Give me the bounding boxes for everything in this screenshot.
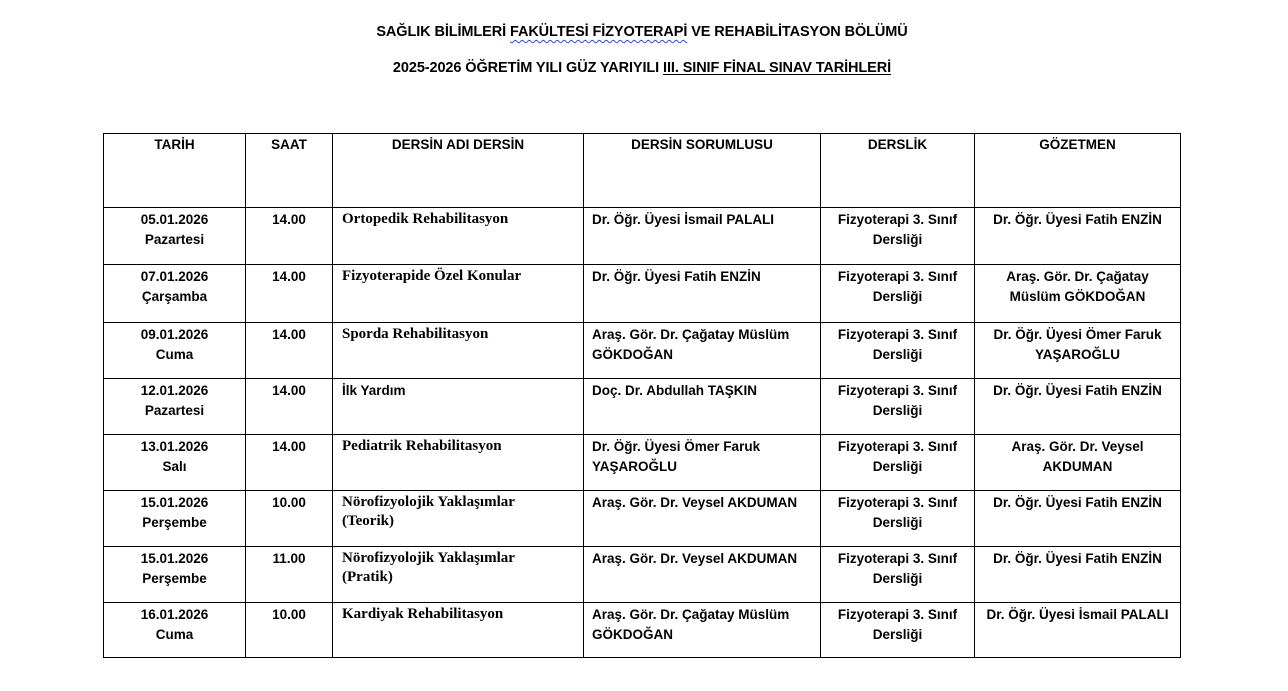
title-line1-part-c: VE REHABİLİTASYON BÖLÜMÜ (687, 24, 908, 40)
room-name-line: Fizyoterapi 3. Sınıf (837, 269, 958, 284)
room-name-line: Dersliği (872, 515, 923, 530)
course-cell (333, 435, 584, 491)
time-cell (246, 491, 333, 547)
proctor-cell (975, 491, 1181, 547)
proctor-cell (975, 603, 1181, 658)
course-name-line: Kardiyak Rehabilitasyon (342, 606, 504, 622)
proctor-cell (975, 547, 1181, 603)
room-name-line: Dersliği (872, 289, 923, 304)
exam-schedule-title (0, 60, 1284, 76)
date-cell (104, 491, 246, 547)
exam-day: Cuma (155, 347, 194, 362)
table-row (104, 323, 1181, 379)
lecturer-name-line: Araş. Gör. Dr. Veysel AKDUMAN (592, 551, 798, 566)
time-cell (246, 379, 333, 435)
lecturer-name-line: Dr. Öğr. Üyesi Ömer Faruk (592, 439, 761, 454)
room-name-line: Fizyoterapi 3. Sınıf (837, 439, 958, 454)
proctor-name-line: Dr. Öğr. Üyesi İsmail PALALI (986, 607, 1169, 622)
proctor-name-line: Dr. Öğr. Üyesi Fatih ENZİN (993, 212, 1162, 227)
course-name-line: Sporda Rehabilitasyon (342, 326, 489, 342)
proctor-name-line: Dr. Öğr. Üyesi Ömer Faruk (993, 327, 1162, 342)
exam-date: 15.01.2026 (140, 551, 209, 566)
title-line2-part-a: 2025-2026 ÖĞRETİM YILI GÜZ YARIYILI (392, 60, 664, 76)
room-name-line: Fizyoterapi 3. Sınıf (837, 383, 958, 398)
date-cell (104, 323, 246, 379)
column-header-lecturer: DERSİN SORUMLUSU (584, 134, 821, 208)
course-name-line: Ortopedik Rehabilitasyon (342, 211, 509, 227)
time-cell (246, 208, 333, 265)
lecturer-name-line: GÖKDOĞAN (592, 627, 673, 642)
table-header-row (104, 134, 1181, 208)
proctor-cell (975, 208, 1181, 265)
exam-day: Perşembe (142, 571, 207, 586)
lecturer-name-line: Araş. Gör. Dr. Çağatay Müslüm (592, 327, 790, 342)
room-name-line: Dersliği (872, 571, 923, 586)
lecturer-cell (584, 323, 821, 379)
time-cell (246, 265, 333, 323)
time-cell (246, 547, 333, 603)
exam-day: Pazartesi (144, 403, 205, 418)
date-cell (104, 265, 246, 323)
lecturer-name-line: Araş. Gör. Dr. Veysel AKDUMAN (592, 495, 798, 510)
exam-day: Pazartesi (144, 232, 205, 247)
lecturer-name-line: Dr. Öğr. Üyesi Fatih ENZİN (592, 269, 761, 284)
room-name-line: Fizyoterapi 3. Sınıf (837, 607, 958, 622)
time-cell (246, 603, 333, 658)
lecturer-name-line: Dr. Öğr. Üyesi İsmail PALALI (592, 212, 775, 227)
lecturer-name-line: Doç. Dr. Abdullah TAŞKIN (592, 383, 758, 398)
room-name-line: Dersliği (872, 627, 923, 642)
room-name-line: Fizyoterapi 3. Sınıf (837, 495, 958, 510)
title-line2-part-b: III. SINIF FİNAL SINAV TARİHLERİ (663, 60, 892, 76)
exam-time: 10.00 (272, 495, 306, 510)
room-cell (821, 323, 975, 379)
course-name-line: Nörofizyolojik Yaklaşımlar (342, 494, 515, 510)
course-name-line: İlk Yardım (342, 383, 406, 398)
course-name-line: Pediatrik Rehabilitasyon (342, 438, 502, 454)
table-row (104, 547, 1181, 603)
room-name-line: Fizyoterapi 3. Sınıf (837, 212, 958, 227)
exam-day: Cuma (155, 627, 194, 642)
exam-date: 13.01.2026 (140, 439, 209, 454)
exam-date: 12.01.2026 (140, 383, 209, 398)
exam-date: 07.01.2026 (140, 269, 209, 284)
table-row (104, 491, 1181, 547)
proctor-cell (975, 323, 1181, 379)
exam-time: 14.00 (272, 269, 306, 284)
proctor-name-line: AKDUMAN (1042, 459, 1113, 474)
table-row (104, 208, 1181, 265)
course-cell (333, 265, 584, 323)
exam-time: 14.00 (272, 212, 306, 227)
course-cell (333, 603, 584, 658)
proctor-cell (975, 379, 1181, 435)
title-line1-part-a: SAĞLIK BİLİMLERİ (376, 24, 510, 40)
date-cell (104, 603, 246, 658)
lecturer-cell (584, 265, 821, 323)
proctor-name-line: Dr. Öğr. Üyesi Fatih ENZİN (993, 383, 1162, 398)
lecturer-cell (584, 603, 821, 658)
proctor-name-line: Araş. Gör. Dr. Veysel (1011, 439, 1144, 454)
room-cell (821, 208, 975, 265)
proctor-name-line: YAŞAROĞLU (1034, 347, 1120, 362)
lecturer-name-line: Araş. Gör. Dr. Çağatay Müslüm (592, 607, 790, 622)
exam-time: 14.00 (272, 383, 306, 398)
proctor-name-line: Dr. Öğr. Üyesi Fatih ENZİN (993, 551, 1162, 566)
exam-day: Perşembe (142, 515, 207, 530)
table-row (104, 435, 1181, 491)
exam-time: 14.00 (272, 327, 306, 342)
room-name-line: Dersliği (872, 347, 923, 362)
proctor-cell (975, 265, 1181, 323)
date-cell (104, 379, 246, 435)
lecturer-name-line: YAŞAROĞLU (592, 459, 678, 474)
room-cell (821, 547, 975, 603)
table-row (104, 379, 1181, 435)
proctor-name-line: Dr. Öğr. Üyesi Fatih ENZİN (993, 495, 1162, 510)
exam-time: 10.00 (272, 607, 306, 622)
lecturer-cell (584, 208, 821, 265)
room-cell (821, 603, 975, 658)
room-name-line: Fizyoterapi 3. Sınıf (837, 551, 958, 566)
lecturer-cell (584, 491, 821, 547)
room-name-line: Dersliği (872, 232, 923, 247)
room-name-line: Dersliği (872, 403, 923, 418)
lecturer-cell (584, 379, 821, 435)
table-row (104, 603, 1181, 658)
column-header-proctor: GÖZETMEN (975, 134, 1181, 208)
column-header-time: SAAT (246, 134, 333, 208)
exam-day: Salı (162, 459, 187, 474)
course-name-line: (Pratik) (342, 569, 393, 585)
exam-date: 15.01.2026 (140, 495, 209, 510)
room-cell (821, 491, 975, 547)
proctor-cell (975, 435, 1181, 491)
room-name-line: Dersliği (872, 459, 923, 474)
faculty-department-title (0, 24, 1284, 40)
column-header-course: DERSİN ADI DERSİN (333, 134, 584, 208)
lecturer-cell (584, 435, 821, 491)
exam-date: 05.01.2026 (140, 212, 209, 227)
time-cell (246, 323, 333, 379)
date-cell (104, 208, 246, 265)
exam-time: 11.00 (272, 551, 306, 566)
date-cell (104, 435, 246, 491)
lecturer-name-line: GÖKDOĞAN (592, 347, 673, 362)
title-line1-part-b: FAKÜLTESİ FİZYOTERAPİ (509, 24, 688, 40)
course-name-line: Fizyoterapide Özel Konular (342, 268, 522, 284)
exam-schedule-table (103, 133, 1181, 658)
course-name-line: Nörofizyolojik Yaklaşımlar (342, 550, 515, 566)
proctor-name-line: Araş. Gör. Dr. Çağatay (1006, 269, 1149, 284)
course-cell (333, 323, 584, 379)
lecturer-cell (584, 547, 821, 603)
exam-time: 14.00 (272, 439, 306, 454)
course-name-line: (Teorik) (342, 513, 394, 529)
room-cell (821, 379, 975, 435)
column-header-room: DERSLİK (821, 134, 975, 208)
course-cell (333, 208, 584, 265)
course-cell (333, 491, 584, 547)
room-name-line: Fizyoterapi 3. Sınıf (837, 327, 958, 342)
course-cell (333, 379, 584, 435)
time-cell (246, 435, 333, 491)
course-cell (333, 547, 584, 603)
date-cell (104, 547, 246, 603)
proctor-name-line: Müslüm GÖKDOĞAN (1009, 289, 1146, 304)
exam-day: Çarşamba (141, 289, 208, 304)
table-row (104, 265, 1181, 323)
room-cell (821, 265, 975, 323)
column-header-date: TARİH (104, 134, 246, 208)
exam-date: 09.01.2026 (140, 327, 209, 342)
exam-date: 16.01.2026 (140, 607, 209, 622)
room-cell (821, 435, 975, 491)
